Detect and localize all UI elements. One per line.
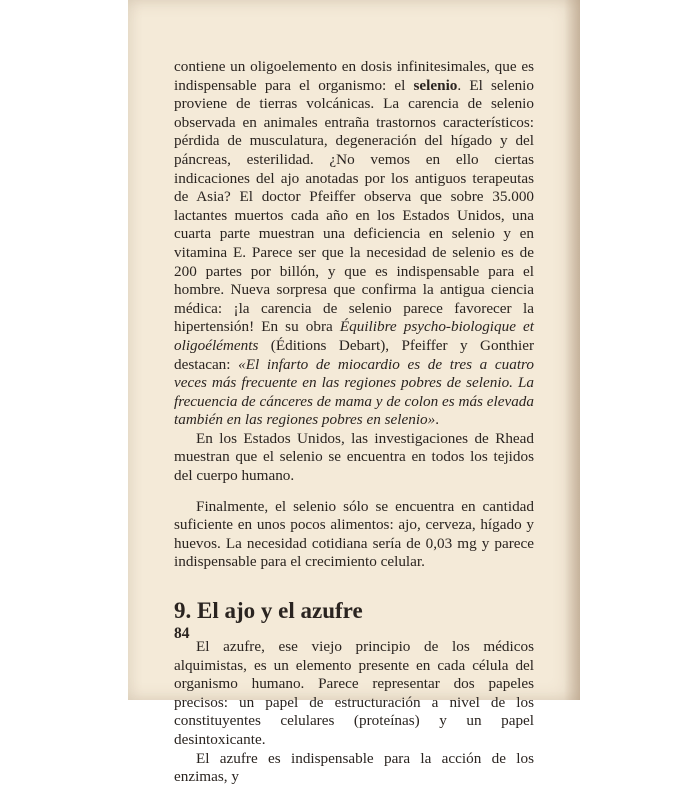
paragraph-selenium-intro	[174, 58, 534, 430]
paragraph-rhead: En los Estados Unidos, las investigaciones de Rhead muestran que el selenio se encuentra en todos los tejidos del cuerpo humano.	[174, 429, 534, 485]
quotation: «El infarto de miocardio es de tres a cuatro veces más frecuente en las regiones pobres de selenio. La frecuencia de cánceres de mama y de colon es más elevada también en las regiones pobres en selenio»	[174, 355, 534, 429]
text-run: . El selenio proviene de tierras volcánicas. La carencia de selenio observada en animales entraña trastornos característicos: pérdida de musculatura, degeneración del hígado y del páncreas, esterilidad. ¿No vemos en ello ciertas indicaciones del ajo anotadas por los antiguos terapeutas de Asia? El doctor Pfeiffer observa que sobre 35.000 lactantes muertos cada año en los Estados Unidos, una cuarta parte muestran una deficiencia en selenio y en vitamina E. Parece ser que la necesidad de selenio es de 200 partes por billón, y que es indispensable para el hombre. Nueva sorpresa que confirma la antigua ciencia médica: ¡la carencia de selenio parece favorecer la hipertensión! En su obra	[174, 76, 534, 336]
body-text	[174, 58, 534, 787]
text-run: (Éditions Debart), Pfeiffer y Gonthier destacan:	[174, 336, 534, 373]
section-heading: 9. El ajo y el azufre	[174, 598, 363, 624]
paragraph-azufre: El azufre, ese viejo principio de los médicos alquimistas, es un elemento presente en cada célula del organismo humano. Parece representar dos papeles precisos: un papel de estructuración a nivel de los constituyentes celulares (proteínas) y un papel desintoxicante.	[174, 638, 534, 748]
book-page	[128, 0, 580, 786]
page-edge-shadow	[564, 0, 580, 700]
bold-term: selenio	[413, 76, 458, 94]
paragraph-finalmente: Finalmente, el selenio sólo se encuentra en cantidad suficiente en unos pocos alimentos: ajo, cerveza, hígado y huevos. La necesidad cotidiana sería de 0,03 mg y parece indispensable para el crecimiento celular.	[174, 497, 534, 571]
text-run: contiene un oligoelemento en dosis infinitesimales, que es indispensable para el organismo: el	[174, 58, 534, 94]
paragraph-azufre-enzimas: El azufre es indispensable para la acción de los enzimas, y	[174, 749, 534, 786]
book-title: Équilibre psycho-biologique et oligoéléments	[174, 318, 534, 354]
page-number: 84	[174, 625, 190, 642]
text-run: .	[435, 411, 440, 429]
